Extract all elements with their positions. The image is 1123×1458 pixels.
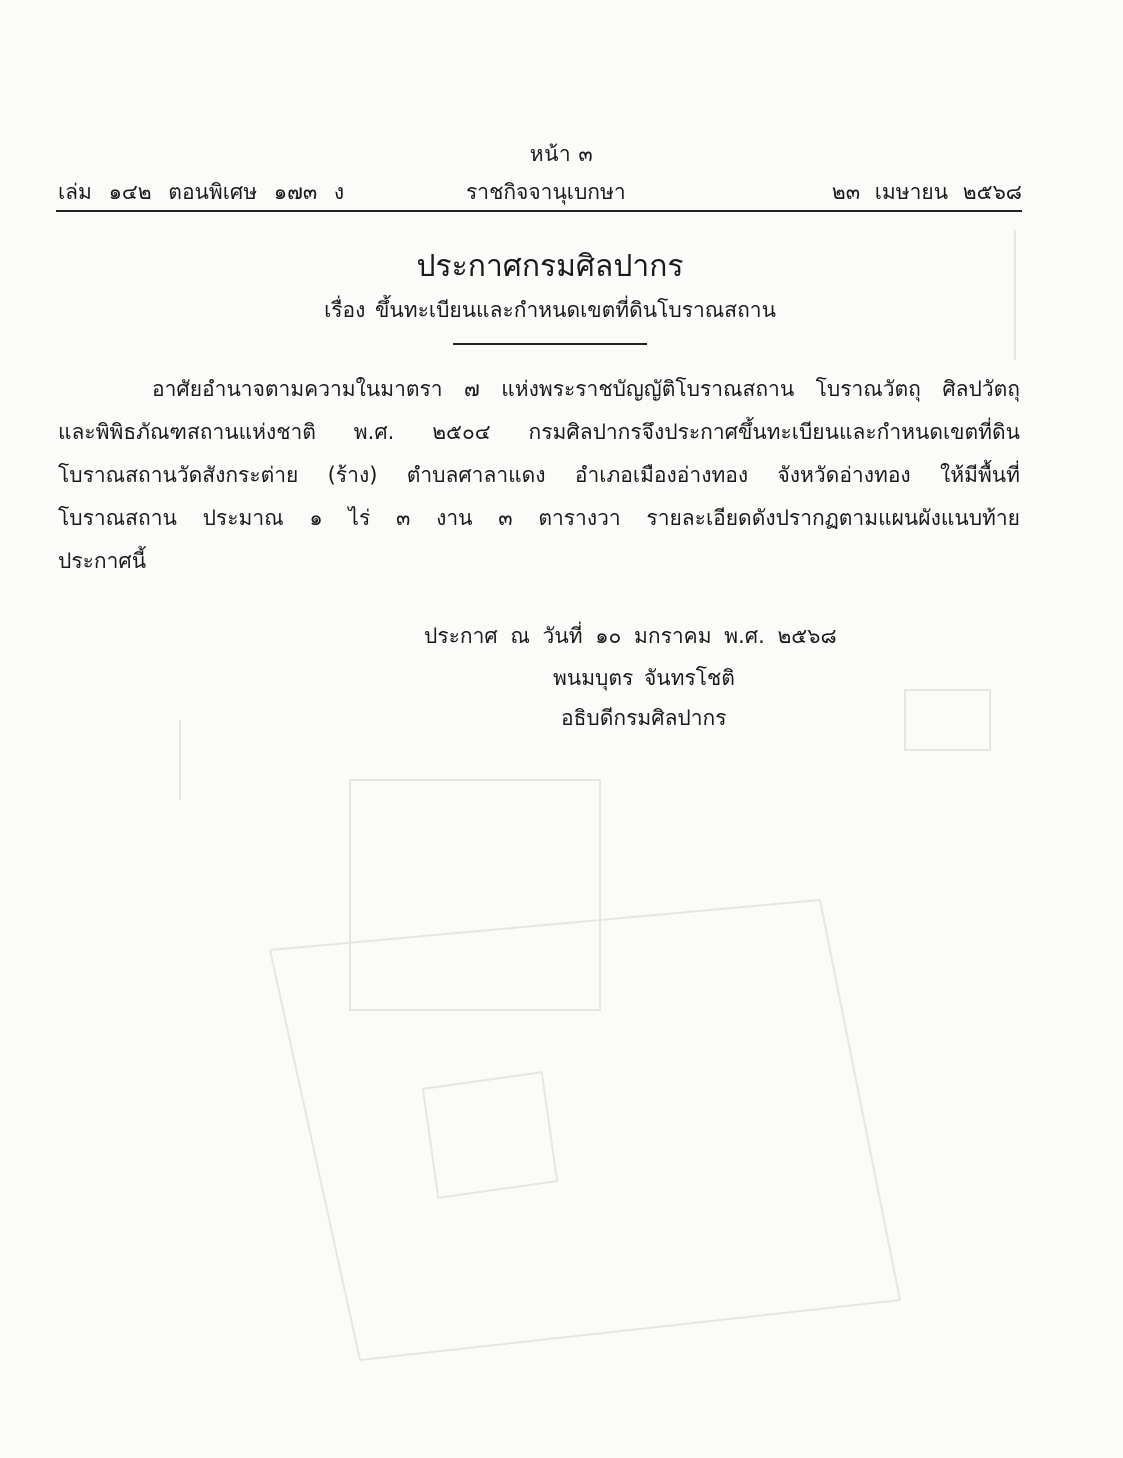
announcement-body — [58, 368, 1020, 583]
signatory-name: พนมบุตร จันทรโชติ — [553, 666, 735, 690]
page-number: หน้า ๓ — [529, 142, 594, 166]
body-line: อาศัยอำนาจตามความในมาตรา ๗ แห่งพระราชบัญญัติโบราณสถาน โบราณวัตถุ ศิลปวัตถุ — [152, 377, 1020, 401]
announcement-date: ประกาศ ณ วันที่ ๑๐ มกราคม พ.ศ. ๒๕๖๘ — [424, 624, 837, 648]
body-line: และพิพิธภัณฑสถานแห่งชาติ พ.ศ. ๒๕๐๔ กรมศิลปากรจึงประกาศขึ้นทะเบียนและกำหนดเขตที่ดิน — [58, 420, 1020, 444]
publication-date: ๒๓ เมษายน ๒๕๖๘ — [831, 180, 1022, 204]
volume-issue: เล่ม ๑๔๒ ตอนพิเศษ ๑๗๓ ง — [58, 180, 345, 204]
body-line: ประกาศนี้ — [58, 549, 147, 573]
title-divider — [453, 343, 647, 345]
gazette-header — [58, 176, 1022, 206]
signatory-position: อธิบดีกรมศิลปากร — [561, 706, 727, 730]
body-line: โบราณสถานวัดสังกระต่าย (ร้าง) ตำบลศาลาแดง อำเภอเมืองอ่างทอง จังหวัดอ่างทอง ให้มีพื้นที่ — [58, 463, 1020, 487]
header-divider — [56, 210, 1022, 212]
body-line: โบราณสถาน ประมาณ ๑ ไร่ ๓ งาน ๓ ตารางวา รายละเอียดดังปรากฏตามแผนผังแนบท้าย — [58, 506, 1020, 530]
gazette-name: ราชกิจจานุเบกษา — [466, 180, 626, 204]
announcement-title: ประกาศกรมศิลปากร — [416, 249, 684, 284]
announcement-subject: เรื่อง ขึ้นทะเบียนและกำหนดเขตที่ดินโบราณสถาน — [324, 298, 776, 322]
